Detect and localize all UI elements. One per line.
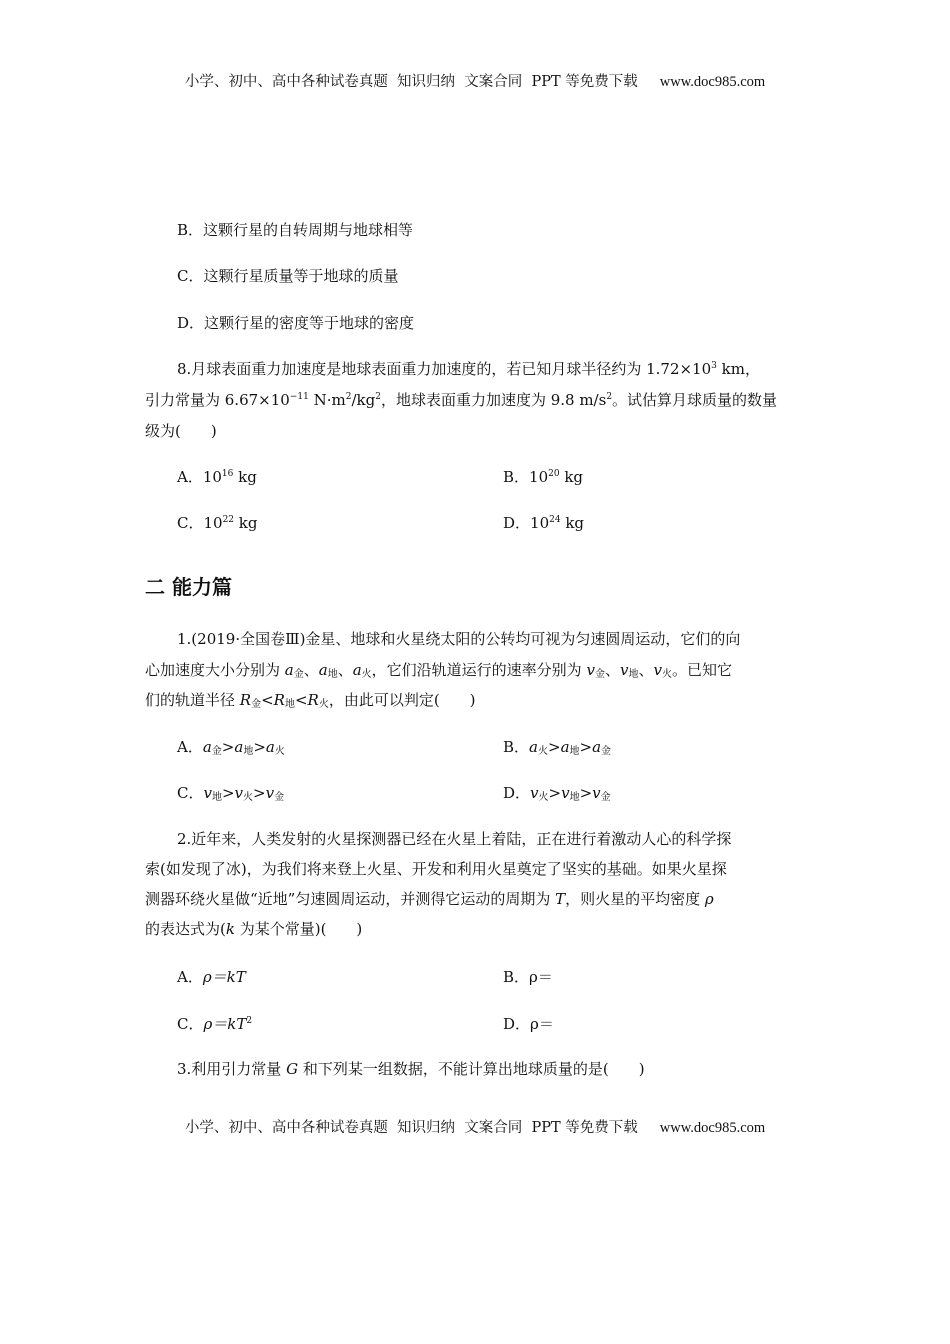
p1-option-b: B．$a_火>a_地>a_金$ [503, 738, 612, 757]
p2-line-2: 索(如发现了冰)，为我们将来登上火星、开发和利用火星奠定了坚实的基础。如果火星探 [145, 860, 727, 878]
p1-line-2: 心加速度大小分别为 $a_金$、$a_地$、$a_火$，它们沿轨道运行的速率分别为 $v_金$、$v_地$、$v_火$。已知它 [145, 661, 732, 680]
q7-option-c: C．这颗行星质量等于地球的质量 [177, 267, 399, 285]
footer-text: 小学、初中、高中各种试卷真题 知识归纳 文案合同 PPT 等免费下载 [184, 1120, 638, 1136]
p2-option-a: A．ρ＝kT [177, 968, 246, 986]
p2-option-d: D．ρ＝ [503, 1015, 554, 1033]
footer-url[interactable]: www.doc985.com [659, 1120, 766, 1136]
p3-line-1: 3.利用引力常量 G 和下列某一组数据，不能计算出地球质量的是( ) [177, 1060, 645, 1078]
q7-option-b: B．这颗行星的自转周期与地球相等 [177, 221, 414, 239]
section-title: 二 能力篇 [145, 575, 232, 599]
q8-line-2: 引力常量为 $6.67\times 10^{-11}$ $N\cdot m^2/kg^2$，地球表面重力加速度为 9.8 $m/s^2$。试估算月球质量的数量 [145, 391, 778, 409]
q8-option-c: C．$10^{22}$ kg [177, 514, 258, 532]
q8-option-a: A．$10^{16}$ kg [177, 468, 257, 486]
p1-option-c: C．$v_地>v_火>v_金$ [177, 784, 285, 803]
header-url[interactable]: www.doc985.com [659, 74, 766, 90]
q8-option-d: D．$10^{24}$ kg [503, 514, 585, 532]
p2-line-1: 2.近年来，人类发射的火星探测器已经在火星上着陆，正在进行着激动人心的科学探 [177, 830, 732, 848]
q8-option-b: B．$10^{20}$ kg [503, 468, 584, 486]
page-header [0, 70, 950, 91]
p1-line-3: 们的轨道半径 $R_金<R_地<R_火$，由此可以判定( ) [145, 691, 476, 710]
p2-line-4: 的表达式为(k 为某个常量)( ) [145, 920, 363, 938]
p1-option-a: A．$a_金>a_地>a_火$ [177, 738, 285, 757]
p2-option-c: C．$\rho=kT^2$ [177, 1015, 253, 1033]
p2-option-b: B．ρ＝ [503, 968, 553, 986]
q8-line-1: 8.月球表面重力加速度是地球表面重力加速度的，若已知月球半径约为 $1.72\times 10^3$ km， [177, 360, 760, 378]
page-footer [0, 1116, 950, 1137]
q7-option-d: D．这颗行星的密度等于地球的密度 [177, 314, 415, 332]
header-text: 小学、初中、高中各种试卷真题 知识归纳 文案合同 PPT 等免费下载 [184, 74, 638, 90]
p1-line-1: 1.(2019·全国卷Ⅲ)金星、地球和火星绕太阳的公转均可视为匀速圆周运动，它们的向 [177, 630, 741, 648]
p2-line-3: 测器环绕火星做“近地”匀速圆周运动，并测得它运动的周期为 T，则火星的平均密度 ρ [145, 890, 714, 908]
p1-option-d: D．$v_火>v_地>v_金$ [503, 784, 611, 803]
q8-line-3: 级为( ) [145, 422, 217, 440]
